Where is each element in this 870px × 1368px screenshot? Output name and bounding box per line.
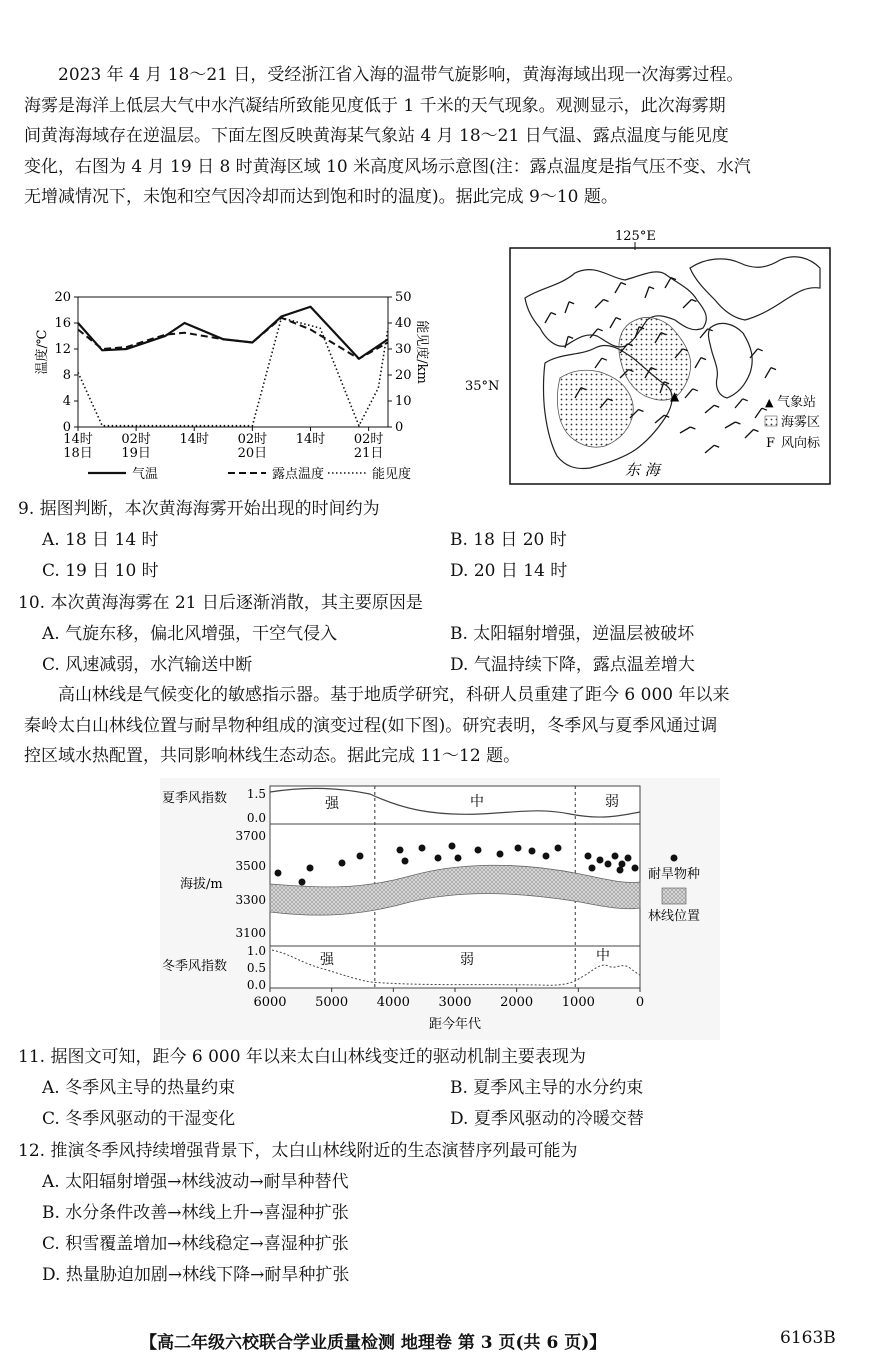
treeline-x-tick-label: 6000 bbox=[253, 995, 287, 1010]
x-axis-label: 距今年代 bbox=[428, 1017, 482, 1032]
q10-option-a[interactable]: A. 气旋东移，偏北风增强，干空气侵入 bbox=[42, 624, 338, 644]
sea-label: 东 海 bbox=[625, 461, 660, 479]
treeline-monsoon-figure bbox=[160, 778, 720, 1040]
chart1-left-ylabel: 温度/℃ bbox=[35, 329, 50, 375]
legend-fog-label: 海雾区 bbox=[781, 415, 821, 430]
question-9-stem: 9. 据图判断，本次黄海海雾开始出现的时间约为 bbox=[18, 499, 380, 519]
legend-drought-label: 耐旱物种 bbox=[648, 867, 701, 882]
legend-station-symbol: ▲ bbox=[765, 396, 774, 409]
passage-1-line: 变化，右图为 4 月 19 日 8 时黄海区域 10 米高度风场示意图(注：露点温度是指气压不变、水汽 bbox=[24, 156, 751, 177]
chart1-x-tick-date: 21日 bbox=[353, 446, 384, 461]
summer-monsoon-label: 夏季风指数 bbox=[162, 791, 228, 806]
wind-barb bbox=[590, 329, 603, 338]
drought-species-dot bbox=[299, 879, 306, 886]
wind-barb bbox=[695, 358, 706, 368]
treeline-y-tick-label: 0.5 bbox=[246, 961, 266, 975]
chart1-x-tick-date: 19日 bbox=[121, 446, 151, 461]
question-10-stem: 10. 本次黄海海雾在 21 日后逐渐消散，其主要原因是 bbox=[18, 593, 423, 613]
question-12-stem: 12. 推演冬季风持续增强背景下，太白山林线附近的生态演替序列最可能为 bbox=[18, 1141, 578, 1161]
temperature-line bbox=[78, 307, 388, 359]
treeline-y-tick-label: 3300 bbox=[235, 893, 266, 907]
wind-barb bbox=[725, 422, 740, 428]
treeline-y-tick-label: 1.5 bbox=[246, 787, 266, 801]
wind-barb bbox=[680, 427, 695, 433]
lat-label: 35°N bbox=[465, 379, 500, 394]
footer-code: 6163B bbox=[780, 1328, 836, 1348]
wind-field-map bbox=[465, 228, 835, 490]
wind-barb bbox=[700, 329, 713, 338]
treeline-x-tick-label: 1000 bbox=[561, 995, 595, 1010]
treeline-y-tick-label: 1.0 bbox=[246, 944, 266, 958]
legend-wind-label: 风向标 bbox=[781, 436, 821, 451]
treeline-y-tick-label: 3100 bbox=[235, 926, 266, 940]
q11-option-c[interactable]: C. 冬季风驱动的干湿变化 bbox=[42, 1109, 236, 1129]
wind-barb bbox=[645, 287, 654, 298]
winter-phase-label: 中 bbox=[596, 948, 610, 964]
passage-2-line: 秦岭太白山林线位置与耐旱物种组成的演变过程(如下图)。研究表明，冬季风与夏季风通过调 bbox=[24, 715, 718, 736]
drought-species-dot bbox=[475, 847, 482, 854]
question-11-stem: 11. 据图文可知，距今 6 000 年以来太白山林线变迁的驱动机制主要表现为 bbox=[18, 1047, 586, 1067]
drought-species-dot bbox=[617, 867, 624, 874]
drought-species-dot bbox=[419, 845, 426, 852]
drought-species-dot bbox=[619, 861, 626, 868]
chart1-right-ylabel: 能见度/km bbox=[414, 320, 429, 384]
wind-barb bbox=[545, 313, 556, 323]
wind-barb bbox=[565, 302, 574, 313]
drought-species-dot bbox=[589, 865, 596, 872]
wind-barb bbox=[615, 283, 626, 293]
q10-option-c[interactable]: C. 风速减弱，水汽输送中断 bbox=[42, 655, 253, 675]
visibility-line bbox=[78, 318, 388, 426]
q9-option-b[interactable]: B. 18 日 20 时 bbox=[450, 530, 567, 550]
chart1-right-tick-label: 30 bbox=[395, 342, 412, 357]
passage-2-line: 控区域水热配置，共同影响林线生态动态。据此完成 11～12 题。 bbox=[24, 746, 521, 766]
wind-barb bbox=[665, 278, 676, 288]
treeline-y-tick-label: 3700 bbox=[235, 829, 266, 843]
footer-title: 【高二年级六校联合学业质量检测 地理卷 第 3 页(共 6 页)】 bbox=[140, 1333, 607, 1353]
dewpoint-line bbox=[78, 318, 388, 359]
chart1-left-tick-label: 8 bbox=[62, 368, 71, 383]
drought-species-dot bbox=[275, 870, 282, 877]
drought-species-dot bbox=[612, 853, 619, 860]
drought-species-dot bbox=[555, 845, 562, 852]
drought-species-dot bbox=[597, 857, 604, 864]
chart1-left-tick-label: 16 bbox=[54, 316, 71, 331]
legend-wind-symbol: F bbox=[766, 436, 776, 451]
drought-species-dot bbox=[515, 845, 522, 852]
treeline-y-tick-label: 0.0 bbox=[246, 811, 266, 825]
wind-barb bbox=[685, 389, 698, 398]
lon-label: 125°E bbox=[615, 229, 656, 244]
wind-barb bbox=[610, 318, 621, 328]
drought-species-dot bbox=[402, 858, 409, 865]
drought-species-dot bbox=[529, 848, 536, 855]
land-northeast bbox=[690, 257, 820, 320]
drought-species-dot bbox=[357, 853, 364, 860]
drought-species-dot bbox=[455, 855, 462, 862]
summer-phase-label: 强 bbox=[325, 796, 339, 812]
treeline-y-tick-label: 3500 bbox=[235, 859, 266, 873]
wind-barb bbox=[745, 430, 758, 438]
chart1-x-tick-date: 20日 bbox=[237, 446, 268, 461]
chart1-legend-label: 气温 bbox=[132, 467, 159, 482]
chart1-left-tick-label: 20 bbox=[54, 290, 71, 305]
treeline-x-tick-label: 2000 bbox=[500, 995, 534, 1010]
legend-station-label: 气象站 bbox=[777, 395, 817, 410]
legend-treeline-swatch bbox=[662, 888, 686, 904]
drought-species-dot bbox=[397, 847, 404, 854]
chart1-right-tick-label: 0 bbox=[395, 420, 404, 435]
summer-phase-label: 弱 bbox=[605, 794, 619, 810]
passage-1-line: 2023 年 4 月 18～21 日，受经浙江省入海的温带气旋影响，黄海海域出现一次海雾过程。 bbox=[58, 65, 744, 85]
chart1-x-tick-label: 02时 bbox=[121, 432, 151, 447]
q12-option-a[interactable]: A. 太阳辐射增强→林线波动→耐旱种替代 bbox=[42, 1172, 349, 1192]
q9-option-a[interactable]: A. 18 日 14 时 bbox=[42, 530, 159, 550]
drought-species-dot bbox=[632, 865, 639, 872]
fog-region-coast bbox=[557, 370, 633, 447]
summer-phase-label: 中 bbox=[470, 794, 484, 810]
drought-species-dot bbox=[625, 855, 632, 862]
treeline-x-tick-label: 0 bbox=[635, 995, 645, 1010]
land-korea bbox=[708, 323, 752, 398]
q12-option-c[interactable]: C. 积雪覆盖增加→林线稳定→喜湿种扩张 bbox=[42, 1234, 349, 1254]
q12-option-d[interactable]: D. 热量胁迫加剧→林线下降→耐旱种扩张 bbox=[42, 1265, 350, 1285]
treeline-y-tick-label: 0.0 bbox=[246, 978, 266, 992]
passage-1-line: 海雾是海洋上低层大气中水汽凝结所致能见度低于 1 千米的天气现象。观测显示，此次海雾期 bbox=[24, 95, 726, 116]
chart1-right-tick-label: 40 bbox=[395, 316, 412, 331]
passage-1 bbox=[24, 60, 854, 213]
q10-option-d[interactable]: D. 气温持续下降，露点温差增大 bbox=[450, 655, 695, 675]
treeline-x-tick-label: 3000 bbox=[438, 995, 472, 1010]
passage-1-line: 无增减情况下，未饱和空气因冷却而达到饱和时的温度)。据此完成 9～10 题。 bbox=[24, 187, 618, 207]
q11-option-d[interactable]: D. 夏季风驱动的冷暖交替 bbox=[450, 1109, 644, 1129]
q12-option-b[interactable]: B. 水分条件改善→林线上升→喜湿种扩张 bbox=[42, 1203, 349, 1223]
treeline-x-tick-label: 4000 bbox=[376, 995, 410, 1010]
passage-1-line: 间黄海海域存在逆温层。下面左图反映黄海某气象站 4 月 18～21 日气温、露点温度与能见度 bbox=[24, 126, 729, 146]
legend-fog-swatch bbox=[765, 416, 777, 426]
wind-barb bbox=[735, 399, 748, 408]
wind-barb bbox=[705, 405, 719, 413]
drought-species-dot bbox=[605, 861, 612, 868]
wind-barb bbox=[765, 368, 776, 378]
chart1-x-tick-label: 02时 bbox=[353, 432, 384, 447]
fog-region bbox=[619, 317, 691, 400]
winter-phase-label: 强 bbox=[320, 952, 334, 968]
drought-species-dot bbox=[497, 851, 504, 858]
drought-species-dot bbox=[543, 853, 550, 860]
weather-line-chart bbox=[28, 280, 428, 490]
drought-species-dot bbox=[307, 865, 314, 872]
wind-barb bbox=[595, 358, 607, 368]
chart1-x-tick-label: 02时 bbox=[237, 432, 268, 447]
chart1-right-tick-label: 50 bbox=[395, 290, 412, 305]
q10-option-b[interactable]: B. 太阳辐射增强，逆温层被破坏 bbox=[450, 624, 695, 644]
passage-2 bbox=[24, 680, 854, 772]
chart1-right-tick-label: 20 bbox=[395, 368, 412, 383]
winter-phase-label: 弱 bbox=[460, 952, 474, 968]
drought-species-dot bbox=[339, 860, 346, 867]
chart1-left-tick-label: 0 bbox=[62, 420, 71, 435]
chart1-legend-label: 能见度 bbox=[372, 467, 412, 482]
wind-barb bbox=[683, 300, 696, 308]
land-north bbox=[525, 270, 706, 347]
chart1-plot-frame bbox=[78, 297, 388, 427]
chart1-left-tick-label: 4 bbox=[62, 394, 71, 409]
chart1-left-tick-label: 12 bbox=[54, 342, 71, 357]
legend-treeline-label: 林线位置 bbox=[648, 909, 701, 924]
chart1-x-tick-label: 14时 bbox=[295, 432, 326, 447]
drought-species-dot bbox=[435, 855, 442, 862]
passage-2-line: 高山林线是气候变化的敏感指示器。基于地质学研究，科研人员重建了距今 6 000 年以来 bbox=[58, 685, 730, 705]
legend-drought-dot bbox=[671, 855, 678, 862]
weather-station-marker: ▲ bbox=[670, 389, 680, 403]
q9-option-d[interactable]: D. 20 日 14 时 bbox=[450, 561, 568, 581]
treeline-x-tick-label: 5000 bbox=[315, 995, 349, 1010]
chart1-x-tick-date: 18日 bbox=[63, 446, 93, 461]
q9-option-c[interactable]: C. 19 日 10 时 bbox=[42, 561, 159, 581]
chart1-right-tick-label: 10 bbox=[395, 394, 412, 409]
wind-barb bbox=[595, 300, 608, 308]
drought-species-dot bbox=[585, 853, 592, 860]
drought-species-dot bbox=[449, 843, 456, 850]
chart1-x-tick-label: 14时 bbox=[63, 432, 93, 447]
q11-option-a[interactable]: A. 冬季风主导的热量约束 bbox=[42, 1078, 236, 1098]
q11-option-b[interactable]: B. 夏季风主导的水分约束 bbox=[450, 1078, 644, 1098]
altitude-label: 海拔/m bbox=[180, 877, 223, 892]
winter-monsoon-label: 冬季风指数 bbox=[162, 959, 228, 974]
wind-barb bbox=[705, 445, 719, 453]
chart1-x-tick-label: 14时 bbox=[179, 432, 210, 447]
chart1-legend-label: 露点温度 bbox=[272, 467, 325, 482]
